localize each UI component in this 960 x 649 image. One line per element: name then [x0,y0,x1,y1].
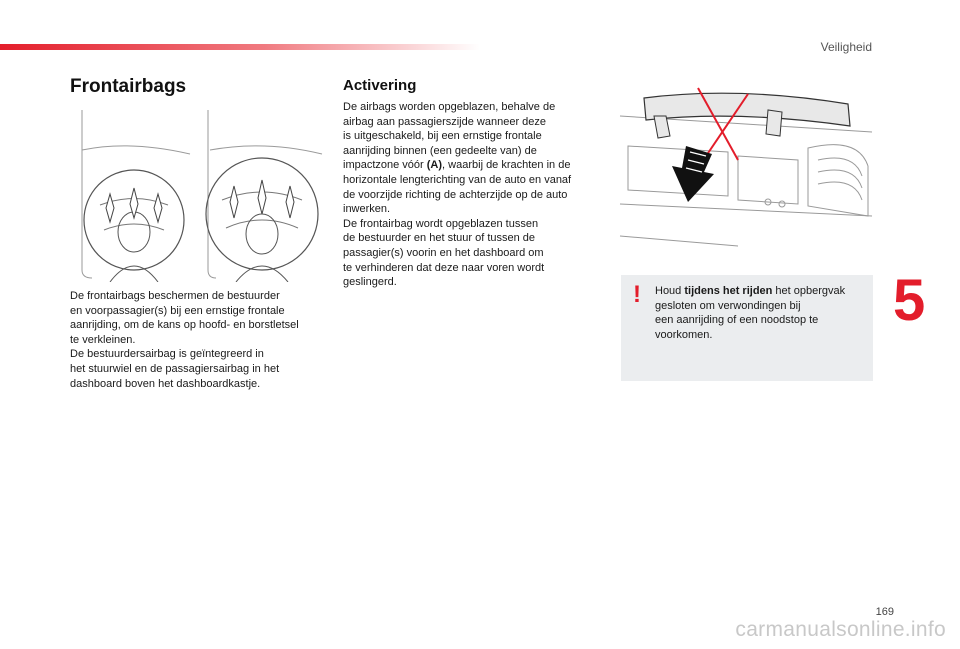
warning-text [655,284,865,342]
section-label: Veiligheid [820,40,872,54]
activering-paragraph [343,100,603,290]
warning-icon: ! [633,281,641,308]
warning-text-bold: tijdens het rijden [684,285,773,297]
activering-text-part2: , waarbij de krachten in de horizontale lengterichting van de auto en vanaf de voorzijde richting de achterzijde op de auto inwerken. De frontairbag wordt opgeblazen tussen de bestuurder en het stuur of tussen de passagier(s) voorin en het dashboard om te verhinderen dat deze naar voren wordt geslingerd. [343,159,572,289]
header-accent-bar [0,44,480,50]
frontairbags-paragraph: De frontairbags beschermen de bestuurder en voorpassagier(s) bij een ernstige frontale aanrijding, om de kans op hoofd- en borstletsel te verkleinen. De bestuurdersairbag is geïntegreerd in het stuurwiel en de passagiersairbag in het dashboard boven het dashboardkastje. [70,290,299,390]
frontairbags-heading: Frontairbags [70,76,187,97]
chapter-number: 5 [893,268,926,333]
warning-text-before: Houd [655,285,685,297]
activering-heading: Activering [343,77,417,94]
frontairbags-illustration [70,110,325,282]
activering-text-part1: De airbags worden opgeblazen, behalve de airbag aan passagierszijde wanneer deze is uitgeschakeld, bij een ernstige frontale aanrijding binnen (een gedeelte van) de impactzone vóór [343,101,556,172]
page-number: 169 [875,606,894,618]
glovebox-illustration [618,86,874,252]
impact-zone-label: (A) [426,159,443,172]
warning-box [621,275,873,381]
warning-text-after: het opbergvak gesloten om verwondingen bij een aanrijding of een noodstop te voorkomen. [655,285,846,341]
watermark: carmanualsonline.info [735,618,946,641]
